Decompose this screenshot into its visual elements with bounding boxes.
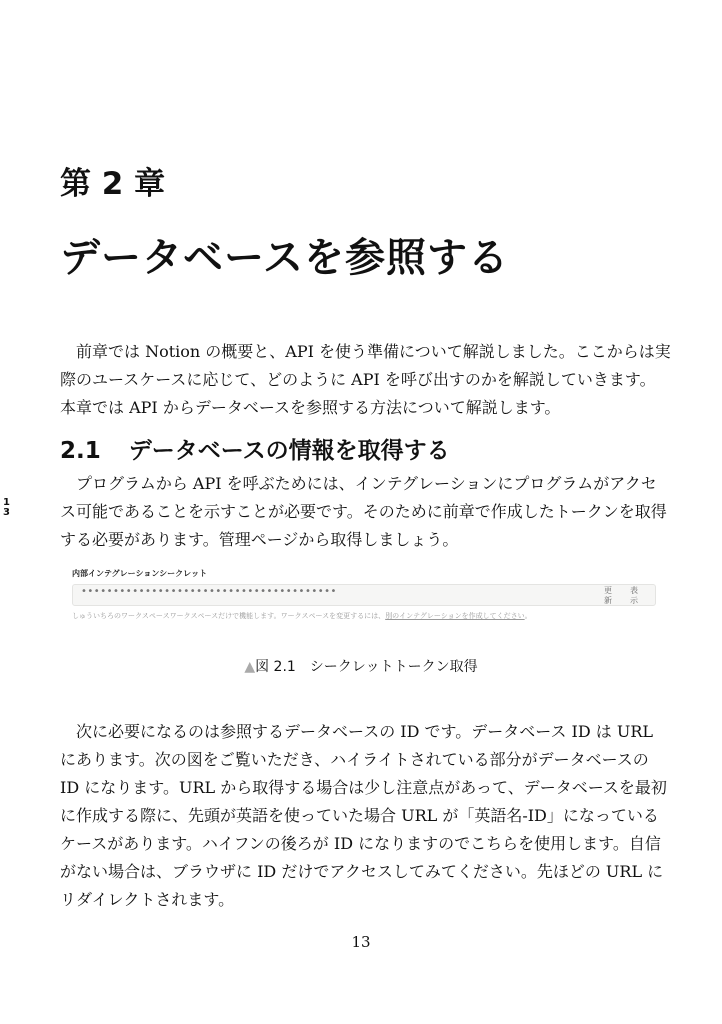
text-line: 際のユースケースに応じて、どのように API を呼び出すのかを解説していきます。 bbox=[60, 370, 656, 389]
intro-paragraph bbox=[60, 338, 671, 422]
text-line: に作成する際に、先頭が英語を使っていた場合 URL が「英語名-ID」になっている bbox=[60, 806, 659, 825]
create-integration-link: 別のインテグレーションを作成してください bbox=[385, 612, 525, 620]
body-paragraph bbox=[60, 718, 665, 914]
chapter-title: データベースを参照する bbox=[60, 235, 509, 281]
text-line: ス可能であることを示すことが必要です。そのために前章で作成したトークンを取得 bbox=[60, 502, 667, 521]
chapter-label: 第 2 章 bbox=[60, 166, 166, 202]
note-text: しゅういちろのワークスペースワークスペースだけで機能します。ワークスペースを変更するには、 bbox=[72, 612, 386, 620]
margin-note-line: 3 bbox=[3, 507, 10, 518]
section-heading bbox=[60, 432, 450, 465]
text-line: がない場合は、ブラウザに ID だけでアクセスしてみてください。先ほどの URL に bbox=[60, 862, 664, 881]
figure-caption bbox=[0, 656, 722, 676]
section-paragraph bbox=[60, 470, 665, 554]
refresh-button: 更新 bbox=[604, 586, 612, 605]
text-line: する必要があります。管理ページから取得しましょう。 bbox=[60, 530, 459, 549]
section-title: データベースの情報を取得する bbox=[128, 438, 450, 464]
text-line: 前章では Notion の概要と、API を使う準備について解説しました。ここからは実 bbox=[60, 342, 671, 361]
margin-note-line: 1 bbox=[3, 497, 10, 508]
secret-note bbox=[72, 611, 656, 621]
note-end: 。 bbox=[524, 612, 532, 620]
text-line: プログラムから API を呼ぶためには、インテグレーションにプログラムがアクセ bbox=[60, 474, 657, 493]
secret-field bbox=[72, 584, 656, 606]
caption-text: 図 2.1 シークレットトークン取得 bbox=[255, 659, 478, 675]
text-line: ケースがあります。ハイフンの後ろが ID になりますのでこちらを使用します。自信 bbox=[60, 834, 661, 853]
section-number: 2.1 bbox=[60, 438, 101, 464]
masked-secret: •••••••••••••••••••••••••••••••••••••••• bbox=[81, 586, 337, 597]
text-line: 次に必要になるのは参照するデータベースの ID です。データベース ID は URL bbox=[60, 722, 654, 741]
figure-secret-token bbox=[72, 568, 656, 621]
text-line: リダイレクトされます。 bbox=[60, 890, 235, 909]
page-number: 13 bbox=[351, 933, 371, 951]
margin-note bbox=[3, 498, 10, 518]
show-button: 表示 bbox=[630, 586, 638, 605]
text-line: にあります。次の図をご覧いただき、ハイライトされている部分がデータベースの bbox=[60, 750, 649, 769]
secret-label: 内部インテグレーションシークレット bbox=[72, 569, 208, 578]
triangle-icon: ▲ bbox=[244, 659, 256, 675]
text-line: ID になります。URL から取得する場合は少し注意点があって、データベースを最初 bbox=[60, 778, 667, 797]
text-line: 本章では API からデータベースを参照する方法について解説します。 bbox=[60, 398, 561, 417]
